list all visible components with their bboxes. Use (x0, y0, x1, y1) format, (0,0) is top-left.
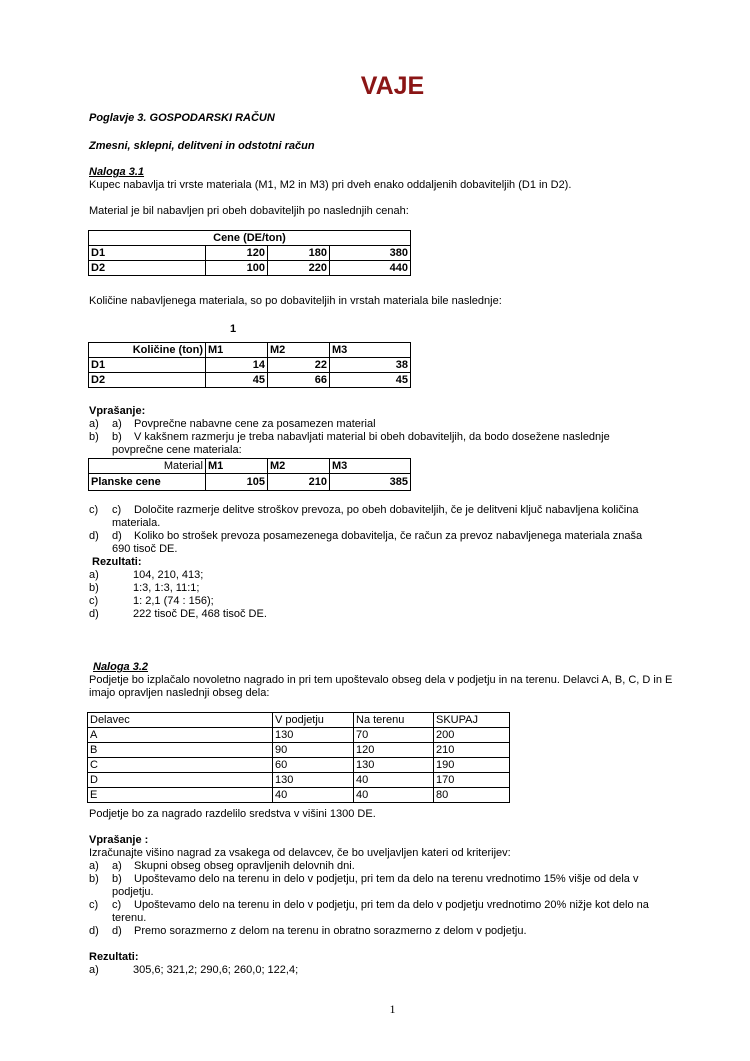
table-cell: 70 (354, 728, 434, 743)
table-cell: 220 (268, 261, 330, 276)
table-cell: 200 (434, 728, 510, 743)
table-cell: 40 (354, 773, 434, 788)
row-label: D2 (89, 373, 206, 388)
table-cell: C (88, 758, 273, 773)
table-cell: 130 (354, 758, 434, 773)
table-cell: 14 (206, 358, 268, 373)
question-item (89, 530, 642, 543)
question-sublabel: a) (112, 418, 122, 430)
table-header: Cene (DE/ton) (89, 231, 411, 246)
table-cell: 45 (330, 373, 411, 388)
quantity-table (88, 342, 411, 388)
table-row (88, 773, 510, 788)
question-label: a) (89, 860, 99, 872)
table-row (88, 728, 510, 743)
table-header-row (89, 231, 411, 246)
task-intro: Podjetje bo izplačalo novoletno nagrado in pri tem upoštevalo obseg dela v podjetju in na terenu. Delavci A, B, C, D in E (89, 674, 673, 686)
chapter-heading: Poglavje 3. GOSPODARSKI RAČUN (89, 112, 275, 124)
question-item (89, 431, 610, 444)
price-table (88, 230, 411, 276)
table-header: Količine (ton) (89, 343, 206, 358)
page-number: 1 (389, 1002, 396, 1016)
table-row (89, 373, 411, 388)
question-item (89, 860, 355, 873)
question-label: d) (89, 530, 99, 542)
result-label: a) (89, 964, 99, 976)
row-label: D1 (89, 358, 206, 373)
table-row (88, 788, 510, 803)
column-header: M1 (206, 459, 268, 474)
table-row (89, 474, 411, 491)
question-text: Povprečne nabavne cene za posamezen material (134, 418, 376, 430)
question-text-continued: podjetju. (112, 886, 154, 898)
table-cell: 40 (354, 788, 434, 803)
question-heading: Vprašanje: (89, 405, 146, 417)
result-text: 1:3, 1:3, 11:1; (133, 582, 200, 594)
table-cell: 120 (354, 743, 434, 758)
result-item (89, 964, 298, 977)
column-header: V podjetju (273, 713, 354, 728)
table-cell: 80 (434, 788, 510, 803)
question-item (89, 873, 638, 886)
table-cell: 440 (330, 261, 411, 276)
section-subtitle: Zmesni, sklepni, delitveni in odstotni račun (89, 140, 315, 152)
table-header-row (88, 713, 510, 728)
task-heading: Naloga 3.2 (93, 661, 149, 673)
task-intro: Kupec nabavlja tri vrste materiala (M1, M2 in M3) pri dveh enako oddaljenih dobaviteljih (D1 in D2). (89, 179, 572, 191)
row-label: Planske cene (89, 474, 206, 491)
question-text: Premo sorazmerno z delom na terenu in obratno sorazmerno z delom v podjetju. (134, 925, 527, 937)
table-cell: 130 (273, 773, 354, 788)
question-sublabel: a) (112, 860, 122, 872)
plan-price-table (88, 458, 411, 491)
question-label: c) (89, 504, 99, 516)
result-item (89, 608, 267, 621)
result-text: 305,6; 321,2; 290,6; 260,0; 122,4; (133, 964, 299, 976)
question-sublabel: c) (112, 899, 122, 911)
question-item (89, 418, 376, 431)
result-label: c) (89, 595, 99, 607)
question-text-continued: terenu. (112, 912, 147, 924)
table-header-row (89, 343, 411, 358)
table-cell: E (88, 788, 273, 803)
result-item (89, 569, 203, 582)
table-cell: 45 (206, 373, 268, 388)
table-cell: 100 (206, 261, 268, 276)
table-cell: 38 (330, 358, 411, 373)
column-header: M3 (330, 343, 411, 358)
question-item (89, 899, 649, 912)
table-cell: D (88, 773, 273, 788)
question-text-continued: 690 tisoč DE. (112, 543, 178, 555)
question-intro: Izračunajte višino nagrad za vsakega od delavcev, če bo uveljavljen kateri od kriterijev: (89, 847, 511, 859)
table-cell: 90 (273, 743, 354, 758)
question-sublabel: d) (112, 925, 122, 937)
result-text: 104, 210, 413; (133, 569, 204, 581)
table-cell: 40 (273, 788, 354, 803)
question-label: a) (89, 418, 99, 430)
funds-text: Podjetje bo za nagrado razdelilo sredstva v višini 1300 DE. (89, 808, 376, 820)
table-cell: 120 (206, 246, 268, 261)
table-cell: 180 (268, 246, 330, 261)
table-row (88, 758, 510, 773)
table-cell: 60 (273, 758, 354, 773)
results-heading: Rezultati: (89, 951, 139, 963)
table-cell: B (88, 743, 273, 758)
task-intro-continued: imajo opravljen naslednji obseg dela: (89, 687, 270, 699)
table-row (88, 743, 510, 758)
result-text: 1: 2,1 (74 : 156); (133, 595, 214, 607)
question-text: Določite razmerje delitve stroškov prevoza, po obeh dobaviteljih, če je delitveni ključ nabavljena količina (134, 504, 639, 516)
column-header: M2 (268, 343, 330, 358)
question-item (89, 925, 527, 938)
question-text: V kakšnem razmerju je treba nabavljati material bi obeh dobaviteljih, da bodo dosežene naslednje (134, 431, 610, 443)
row-label: D1 (89, 246, 206, 261)
question-label: b) (89, 431, 99, 443)
question-text: Upoštevamo delo na terenu in delo v podjetju, pri tem da delo v podjetju vrednotimo 20% nižje kot delo na (134, 899, 649, 911)
table-row (89, 246, 411, 261)
column-header: M3 (330, 459, 411, 474)
task-heading: Naloga 3.1 (89, 166, 145, 178)
question-text-continued: materiala. (112, 517, 161, 529)
column-header: Delavec (88, 713, 273, 728)
row-label: D2 (89, 261, 206, 276)
table-marker: 1 (230, 323, 237, 335)
question-text: Skupni obseg obseg opravljenih delovnih dni. (134, 860, 355, 872)
question-sublabel: b) (112, 873, 122, 885)
table-cell: 210 (434, 743, 510, 758)
results-heading: Rezultati: (92, 556, 142, 568)
column-header: M1 (206, 343, 268, 358)
result-text: 222 tisoč DE, 468 tisoč DE. (133, 608, 267, 620)
question-heading: Vprašanje : (89, 834, 149, 846)
work-table (87, 712, 510, 803)
table-row (89, 261, 411, 276)
result-item (89, 582, 199, 595)
prices-intro: Material je bil nabavljen pri obeh dobaviteljih po naslednjih cenah: (89, 205, 409, 217)
question-sublabel: d) (112, 530, 122, 542)
question-text: Koliko bo strošek prevoza posamezenega dobavitelja, če račun za prevoz nabavljenega materiala znaša (134, 530, 643, 542)
result-label: b) (89, 582, 99, 594)
column-header: SKUPAJ (434, 713, 510, 728)
table-row (89, 358, 411, 373)
table-cell: 170 (434, 773, 510, 788)
column-header: M2 (268, 459, 330, 474)
question-label: d) (89, 925, 99, 937)
question-sublabel: c) (112, 504, 122, 516)
table-cell: 105 (206, 474, 268, 491)
table-header: Material (89, 459, 206, 474)
table-cell: 130 (273, 728, 354, 743)
table-cell: A (88, 728, 273, 743)
question-text-continued: povprečne cene materiala: (112, 444, 242, 456)
question-item (89, 504, 638, 517)
question-label: c) (89, 899, 99, 911)
result-label: a) (89, 569, 99, 581)
question-text: Upoštevamo delo na terenu in delo v podjetju, pri tem da delo na terenu vrednotimo 15% višje od dela v (134, 873, 639, 885)
table-cell: 190 (434, 758, 510, 773)
table-cell: 380 (330, 246, 411, 261)
document-title: VAJE (360, 72, 425, 100)
question-sublabel: b) (112, 431, 122, 443)
table-cell: 66 (268, 373, 330, 388)
quantities-intro: Količine nabavljenega materiala, so po dobaviteljih in vrstah materiala bile naslednje: (89, 295, 502, 307)
table-cell: 22 (268, 358, 330, 373)
table-cell: 385 (330, 474, 411, 491)
result-item (89, 595, 214, 608)
table-header-row (89, 459, 411, 474)
column-header: Na terenu (354, 713, 434, 728)
question-label: b) (89, 873, 99, 885)
result-label: d) (89, 608, 99, 620)
table-cell: 210 (268, 474, 330, 491)
